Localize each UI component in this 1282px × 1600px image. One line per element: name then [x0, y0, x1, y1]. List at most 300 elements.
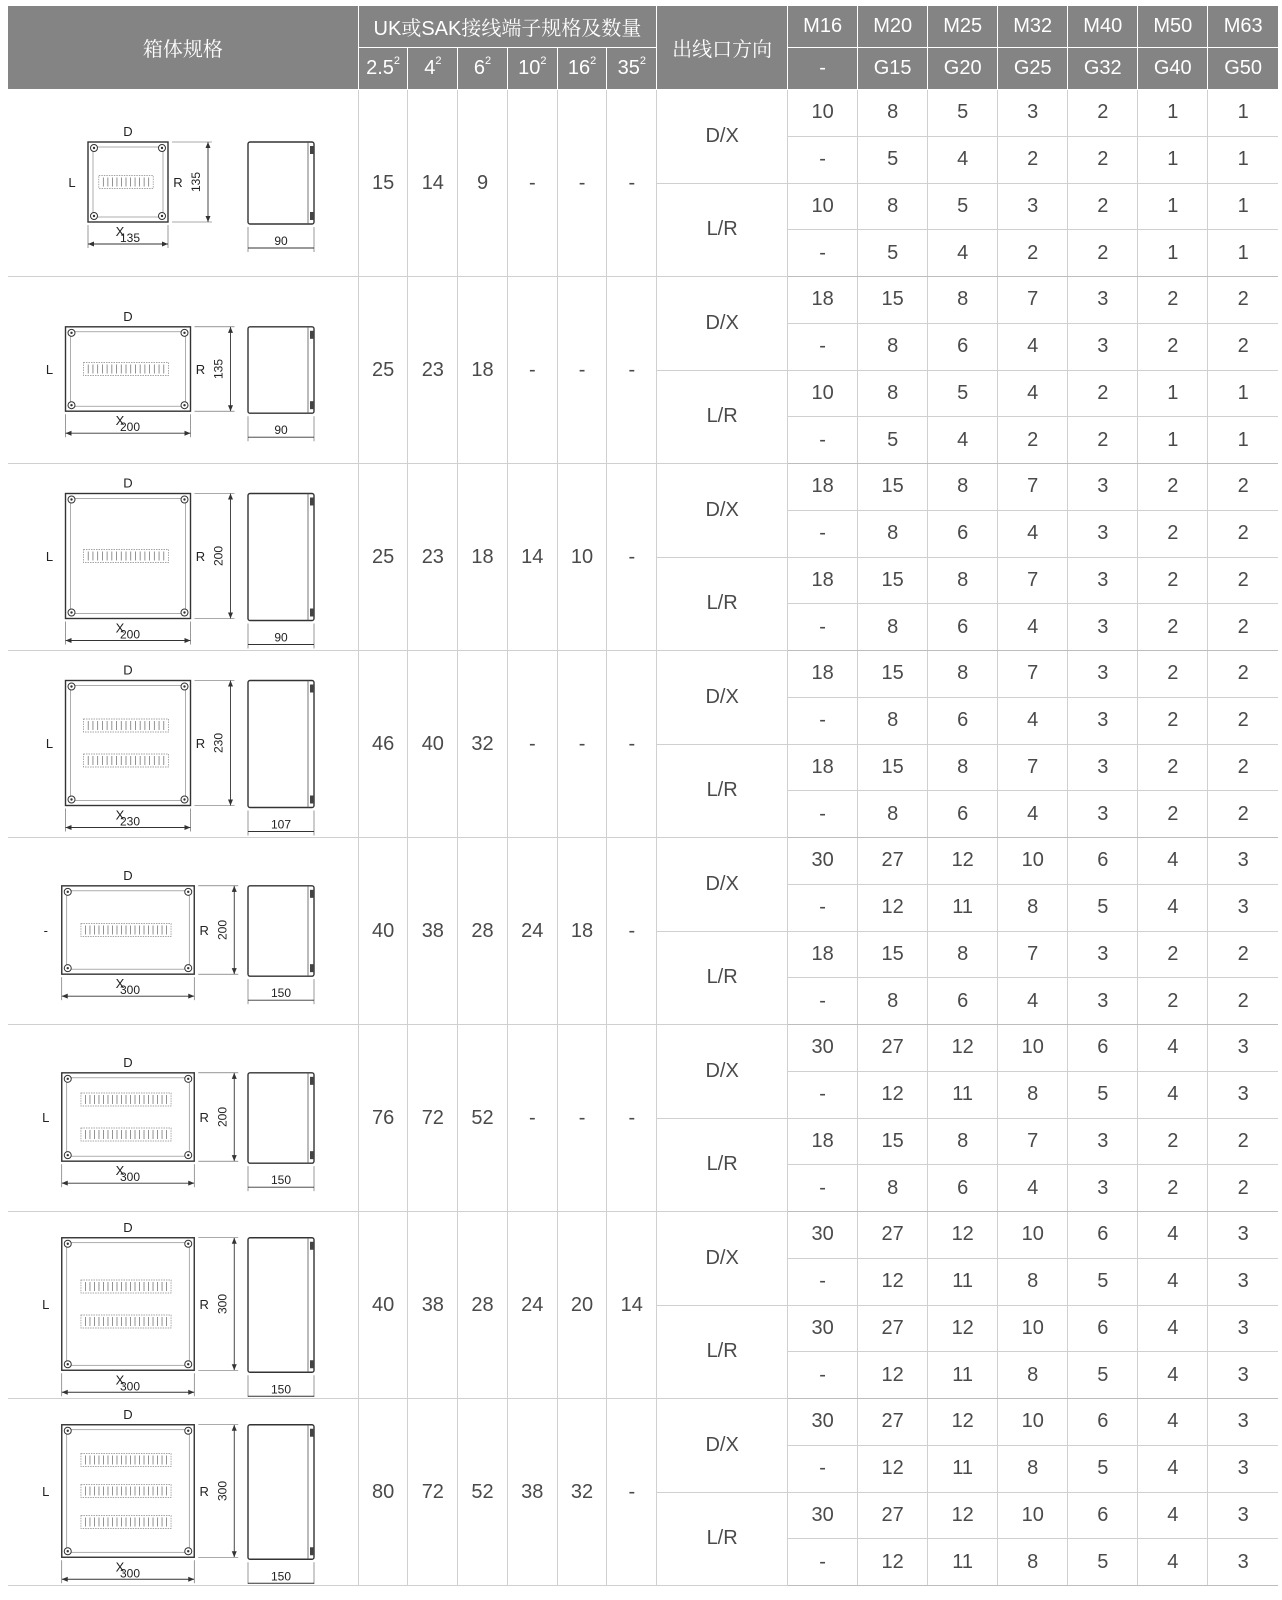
table-row	[8, 90, 1278, 137]
gland-count-cell: 8	[858, 323, 928, 370]
terminal-count-cell: -	[607, 1025, 657, 1212]
gland-count-cell: 3	[1068, 510, 1138, 557]
gland-count-cell: 3	[1068, 1165, 1138, 1212]
header-thread-m: M25	[928, 6, 998, 48]
drawing-top-label: D	[123, 123, 133, 139]
terminal-count-cell: -	[557, 277, 607, 464]
gland-count-cell: 5	[1068, 884, 1138, 931]
gland-count-cell: 2	[1208, 464, 1278, 511]
header-thread-m: M16	[788, 6, 858, 48]
gland-count-cell: 5	[928, 90, 998, 137]
gland-count-cell: 4	[1138, 884, 1208, 931]
gland-count-cell: 2	[1138, 791, 1208, 838]
gland-count-cell: 8	[928, 931, 998, 978]
gland-count-cell: -	[788, 604, 858, 651]
terminal-count-cell: -	[607, 1399, 657, 1586]
gland-count-cell: 2	[1138, 651, 1208, 698]
drawing-left-label: L	[45, 548, 54, 564]
gland-count-cell: 2	[1068, 417, 1138, 464]
gland-count-cell: 3	[1068, 557, 1138, 604]
gland-count-cell: 15	[858, 464, 928, 511]
gland-count-cell: 4	[1138, 1539, 1208, 1586]
enclosure-side-view	[248, 326, 314, 412]
gland-count-cell: 27	[858, 838, 928, 885]
dimension-width: 300	[119, 1565, 141, 1580]
gland-count-cell: 2	[1138, 604, 1208, 651]
dimension-width: 300	[119, 982, 141, 997]
terminal-count-cell: -	[557, 90, 607, 277]
gland-count-cell: 6	[1068, 1025, 1138, 1072]
gland-count-cell: 3	[1208, 1258, 1278, 1305]
dimension-width: 300	[119, 1169, 141, 1184]
gland-count-cell: 2	[1068, 90, 1138, 137]
gland-count-cell: 3	[1208, 1445, 1278, 1492]
drawing-right-label: R	[195, 361, 206, 377]
dimension-width: 200	[119, 627, 141, 641]
drawing-left-label: L	[45, 361, 54, 377]
gland-count-cell: 8	[928, 464, 998, 511]
gland-count-cell: -	[788, 1539, 858, 1586]
gland-count-cell: -	[788, 978, 858, 1025]
gland-count-cell: 3	[1208, 1399, 1278, 1446]
drawing-left-label: -	[43, 922, 48, 938]
drawing-bottom-label: X	[115, 1558, 125, 1574]
gland-count-cell: 8	[998, 1352, 1068, 1399]
gland-count-cell: 30	[788, 1212, 858, 1259]
gland-count-cell: 2	[1138, 557, 1208, 604]
drawing-bottom-label: X	[115, 223, 125, 239]
terminal-count-cell: 40	[358, 838, 408, 1025]
gland-count-cell: 12	[928, 838, 998, 885]
gland-count-cell: 12	[928, 1492, 998, 1539]
gland-count-cell: 3	[1068, 978, 1138, 1025]
gland-count-cell: 30	[788, 1399, 858, 1446]
direction-cell: D/X	[657, 1212, 788, 1306]
direction-cell: D/X	[657, 838, 788, 932]
gland-count-cell: -	[788, 1445, 858, 1492]
table-row	[8, 651, 1278, 698]
gland-count-cell: 5	[928, 183, 998, 230]
gland-count-cell: 3	[1068, 744, 1138, 791]
gland-count-cell: 8	[998, 1539, 1068, 1586]
gland-count-cell: 2	[1208, 978, 1278, 1025]
gland-count-cell: 2	[1208, 277, 1278, 324]
gland-count-cell: 1	[1138, 136, 1208, 183]
gland-count-cell: 11	[928, 884, 998, 931]
box-spec-cell	[8, 651, 358, 838]
gland-count-cell: 18	[788, 651, 858, 698]
gland-count-cell: 12	[858, 1071, 928, 1118]
gland-count-cell: 3	[1208, 1539, 1278, 1586]
gland-count-cell: -	[788, 1071, 858, 1118]
gland-count-cell: 10	[788, 90, 858, 137]
dimension-height: 300	[215, 1293, 230, 1314]
terminal-count-cell: 14	[607, 1212, 657, 1399]
gland-count-cell: 4	[1138, 1352, 1208, 1399]
gland-count-cell: 8	[858, 697, 928, 744]
gland-count-cell: 1	[1138, 230, 1208, 277]
gland-count-cell: 27	[858, 1212, 928, 1259]
dimension-width: 230	[119, 814, 141, 828]
header-thread-m: M63	[1208, 6, 1278, 48]
gland-count-cell: 30	[788, 1305, 858, 1352]
gland-count-cell: 2	[1208, 604, 1278, 651]
header-thread-g: G50	[1208, 48, 1278, 90]
gland-count-cell: -	[788, 791, 858, 838]
direction-cell: D/X	[657, 1025, 788, 1119]
dimension-height: 230	[211, 732, 226, 753]
header-thread-m: M40	[1068, 6, 1138, 48]
terminal-count-cell: 10	[557, 464, 607, 651]
header-terminal-size: $10^2$	[507, 48, 557, 90]
gland-count-cell: 3	[1068, 791, 1138, 838]
terminal-count-cell: 52	[458, 1025, 508, 1212]
dimension-height: 200	[211, 545, 226, 566]
enclosure-spec-table	[8, 6, 1278, 1586]
terminal-count-cell: -	[607, 651, 657, 838]
gland-count-cell: 2	[1208, 697, 1278, 744]
direction-cell: D/X	[657, 1399, 788, 1493]
enclosure-front-view	[62, 1237, 195, 1370]
terminal-strip	[81, 1128, 171, 1141]
gland-count-cell: 4	[998, 604, 1068, 651]
gland-count-cell: 12	[928, 1305, 998, 1352]
gland-count-cell: 5	[928, 370, 998, 417]
gland-count-cell: 1	[1208, 90, 1278, 137]
terminal-count-cell: 46	[358, 651, 408, 838]
box-spec-cell	[8, 1025, 358, 1212]
dimension-width: 135	[119, 230, 141, 245]
gland-count-cell: 4	[1138, 1445, 1208, 1492]
gland-count-cell: 8	[858, 1165, 928, 1212]
terminal-count-cell: 80	[358, 1399, 408, 1586]
drawing-right-label: R	[195, 548, 206, 564]
gland-count-cell: 5	[1068, 1445, 1138, 1492]
gland-count-cell: 12	[928, 1025, 998, 1072]
gland-count-cell: 15	[858, 277, 928, 324]
gland-count-cell: 7	[998, 277, 1068, 324]
enclosure-drawing	[8, 840, 353, 1023]
gland-count-cell: 6	[1068, 1399, 1138, 1446]
gland-count-cell: 12	[858, 884, 928, 931]
gland-count-cell: 5	[858, 136, 928, 183]
gland-count-cell: 2	[1208, 1118, 1278, 1165]
header-terminal-size: $2.5^2$	[358, 48, 408, 90]
box-spec-cell	[8, 1212, 358, 1399]
gland-count-cell: 2	[1208, 744, 1278, 791]
dimension-depth: 150	[270, 985, 292, 1000]
gland-count-cell: 1	[1138, 370, 1208, 417]
enclosure-drawing	[8, 1214, 353, 1397]
dimension-depth: 107	[270, 817, 292, 831]
gland-count-cell: 4	[998, 697, 1068, 744]
enclosure-drawing	[8, 653, 353, 836]
enclosure-side-view	[248, 1424, 314, 1559]
terminal-count-cell: -	[557, 651, 607, 838]
gland-count-cell: 2	[998, 230, 1068, 277]
gland-count-cell: 5	[1068, 1539, 1138, 1586]
gland-count-cell: 12	[858, 1445, 928, 1492]
gland-count-cell: -	[788, 136, 858, 183]
gland-count-cell: 30	[788, 838, 858, 885]
drawing-top-label: D	[123, 308, 133, 324]
terminal-strip	[81, 1315, 171, 1328]
gland-count-cell: 3	[1208, 1212, 1278, 1259]
terminal-count-cell: -	[607, 838, 657, 1025]
drawing-top-label: D	[123, 1219, 133, 1235]
direction-cell: D/X	[657, 90, 788, 184]
table-row	[8, 1025, 1278, 1072]
gland-count-cell: -	[788, 1352, 858, 1399]
terminal-count-cell: -	[507, 277, 557, 464]
gland-count-cell: 4	[998, 978, 1068, 1025]
dimension-depth: 90	[274, 630, 288, 644]
gland-count-cell: 3	[1068, 1118, 1138, 1165]
enclosure-side-view	[248, 493, 314, 620]
gland-count-cell: -	[788, 323, 858, 370]
terminal-count-cell: 18	[458, 277, 508, 464]
header-terminal-size: $16^2$	[557, 48, 607, 90]
gland-count-cell: 8	[858, 510, 928, 557]
terminal-strip	[84, 754, 169, 767]
terminal-strip	[81, 1484, 171, 1497]
terminal-count-cell: -	[507, 1025, 557, 1212]
drawing-left-label: L	[42, 1109, 50, 1125]
gland-count-cell: 2	[1208, 323, 1278, 370]
gland-count-cell: -	[788, 417, 858, 464]
gland-count-cell: 18	[788, 557, 858, 604]
gland-count-cell: 10	[998, 1025, 1068, 1072]
gland-count-cell: 8	[928, 744, 998, 791]
gland-count-cell: 7	[998, 651, 1068, 698]
gland-count-cell: 4	[928, 230, 998, 277]
header-terminal-size: $4^2$	[408, 48, 458, 90]
gland-count-cell: 8	[998, 1071, 1068, 1118]
gland-count-cell: 6	[1068, 1492, 1138, 1539]
gland-count-cell: 1	[1208, 417, 1278, 464]
drawing-bottom-label: X	[115, 807, 125, 822]
table-row	[8, 464, 1278, 511]
terminal-count-cell: 76	[358, 1025, 408, 1212]
dimension-depth: 90	[274, 422, 288, 437]
drawing-top-label: D	[123, 1054, 133, 1070]
gland-count-cell: 30	[788, 1025, 858, 1072]
gland-count-cell: -	[788, 510, 858, 557]
gland-count-cell: 8	[928, 1118, 998, 1165]
gland-count-cell: 3	[998, 183, 1068, 230]
gland-count-cell: -	[788, 1258, 858, 1305]
gland-count-cell: 2	[1138, 697, 1208, 744]
drawing-top-label: D	[123, 662, 133, 677]
gland-count-cell: 3	[1208, 1492, 1278, 1539]
terminal-count-cell: 28	[458, 1212, 508, 1399]
terminal-strip	[81, 1093, 171, 1106]
gland-count-cell: 3	[1208, 884, 1278, 931]
terminal-count-cell: -	[607, 90, 657, 277]
gland-count-cell: 3	[1208, 1305, 1278, 1352]
gland-count-cell: 1	[1208, 370, 1278, 417]
terminal-count-cell: 20	[557, 1212, 607, 1399]
gland-count-cell: 2	[1208, 1165, 1278, 1212]
dimension-width: 300	[119, 1378, 141, 1393]
gland-count-cell: 2	[1208, 510, 1278, 557]
gland-count-cell: 8	[928, 651, 998, 698]
gland-count-cell: 11	[928, 1352, 998, 1399]
gland-count-cell: 11	[928, 1445, 998, 1492]
gland-count-cell: 15	[858, 744, 928, 791]
direction-cell: D/X	[657, 464, 788, 558]
enclosure-drawing	[8, 92, 353, 275]
drawing-top-label: D	[123, 475, 133, 490]
spec-table-container	[8, 6, 1278, 1586]
gland-count-cell: 15	[858, 931, 928, 978]
gland-count-cell: 11	[928, 1258, 998, 1305]
terminal-strip	[81, 1280, 171, 1293]
terminal-count-cell: 32	[557, 1399, 607, 1586]
gland-count-cell: 3	[1068, 464, 1138, 511]
gland-count-cell: 8	[858, 978, 928, 1025]
direction-cell: L/R	[657, 744, 788, 838]
enclosure-side-view	[248, 142, 314, 224]
gland-count-cell: 5	[1068, 1071, 1138, 1118]
dimension-height: 200	[215, 919, 230, 940]
gland-count-cell: 18	[788, 744, 858, 791]
gland-count-cell: 6	[928, 323, 998, 370]
gland-count-cell: 4	[1138, 1399, 1208, 1446]
gland-count-cell: 3	[1068, 697, 1138, 744]
drawing-bottom-label: X	[115, 1162, 125, 1178]
gland-count-cell: 6	[1068, 1305, 1138, 1352]
gland-count-cell: 4	[1138, 1305, 1208, 1352]
gland-count-cell: 8	[858, 604, 928, 651]
terminal-strip	[81, 1515, 171, 1528]
gland-count-cell: 3	[1208, 1071, 1278, 1118]
gland-count-cell: 7	[998, 931, 1068, 978]
gland-count-cell: 10	[788, 370, 858, 417]
terminal-count-cell: 23	[408, 277, 458, 464]
terminal-count-cell: 38	[408, 1212, 458, 1399]
drawing-bottom-label: X	[115, 975, 125, 991]
terminal-strip	[84, 719, 169, 732]
gland-count-cell: 1	[1138, 417, 1208, 464]
terminal-count-cell: 38	[408, 838, 458, 1025]
gland-count-cell: 2	[1138, 510, 1208, 557]
gland-count-cell: 3	[1068, 323, 1138, 370]
terminal-count-cell: 24	[507, 1212, 557, 1399]
direction-cell: D/X	[657, 277, 788, 371]
header-terminal-size: $6^2$	[458, 48, 508, 90]
enclosure-side-view	[248, 680, 314, 807]
terminal-count-cell: 72	[408, 1025, 458, 1212]
gland-count-cell: 1	[1138, 90, 1208, 137]
gland-count-cell: 5	[858, 230, 928, 277]
header-box-spec: 箱体规格	[8, 6, 358, 90]
gland-count-cell: 2	[1068, 370, 1138, 417]
gland-count-cell: -	[788, 1165, 858, 1212]
enclosure-side-view	[248, 885, 314, 975]
terminal-count-cell: 25	[358, 464, 408, 651]
gland-count-cell: 6	[928, 978, 998, 1025]
enclosure-drawing	[8, 466, 353, 649]
gland-count-cell: 4	[1138, 1071, 1208, 1118]
gland-count-cell: 18	[788, 464, 858, 511]
header-terminal-size: $35^2$	[607, 48, 657, 90]
dimension-height: 135	[211, 358, 226, 379]
gland-count-cell: 7	[998, 1118, 1068, 1165]
direction-cell: L/R	[657, 1305, 788, 1399]
gland-count-cell: 15	[858, 1118, 928, 1165]
gland-count-cell: 11	[928, 1539, 998, 1586]
gland-count-cell: 3	[1068, 931, 1138, 978]
drawing-bottom-label: X	[115, 620, 125, 635]
gland-count-cell: 8	[858, 791, 928, 838]
header-terminal-spec: UK或SAK接线端子规格及数量	[358, 6, 656, 48]
gland-count-cell: 3	[1068, 277, 1138, 324]
gland-count-cell: 18	[788, 931, 858, 978]
gland-count-cell: 4	[998, 370, 1068, 417]
gland-count-cell: 18	[788, 1118, 858, 1165]
gland-count-cell: 30	[788, 1492, 858, 1539]
gland-count-cell: 6	[1068, 838, 1138, 885]
gland-count-cell: 10	[998, 838, 1068, 885]
header-thread-g: G40	[1138, 48, 1208, 90]
terminal-count-cell: 72	[408, 1399, 458, 1586]
dimension-depth: 90	[274, 233, 288, 248]
terminal-count-cell: 18	[557, 838, 607, 1025]
enclosure-drawing	[8, 1401, 353, 1584]
drawing-right-label: R	[195, 735, 206, 751]
header-thread-g: G32	[1068, 48, 1138, 90]
gland-count-cell: 12	[858, 1352, 928, 1399]
gland-count-cell: 12	[858, 1258, 928, 1305]
gland-count-cell: 4	[1138, 1212, 1208, 1259]
gland-count-cell: 4	[1138, 1258, 1208, 1305]
header-thread-m: M20	[858, 6, 928, 48]
direction-cell: L/R	[657, 1492, 788, 1586]
gland-count-cell: 4	[998, 510, 1068, 557]
gland-count-cell: 11	[928, 1071, 998, 1118]
gland-count-cell: 8	[858, 183, 928, 230]
header-direction: 出线口方向	[657, 6, 788, 90]
gland-count-cell: 3	[1068, 604, 1138, 651]
gland-count-cell: 10	[998, 1492, 1068, 1539]
gland-count-cell: 5	[1068, 1258, 1138, 1305]
gland-count-cell: 6	[928, 510, 998, 557]
gland-count-cell: 7	[998, 557, 1068, 604]
enclosure-drawing	[8, 1027, 353, 1210]
dimension-width: 200	[119, 419, 141, 434]
gland-count-cell: 2	[1138, 464, 1208, 511]
gland-count-cell: 12	[858, 1539, 928, 1586]
gland-count-cell: 8	[928, 277, 998, 324]
gland-count-cell: 2	[998, 136, 1068, 183]
gland-count-cell: 2	[1138, 1165, 1208, 1212]
gland-count-cell: 6	[928, 791, 998, 838]
gland-count-cell: 12	[928, 1212, 998, 1259]
gland-count-cell: 8	[998, 1445, 1068, 1492]
terminal-count-cell: 40	[358, 1212, 408, 1399]
box-spec-cell	[8, 277, 358, 464]
gland-count-cell: 2	[1208, 651, 1278, 698]
gland-count-cell: 4	[998, 1165, 1068, 1212]
terminal-count-cell: 15	[358, 90, 408, 277]
enclosure-front-view	[62, 1072, 195, 1160]
spec-table-body	[8, 90, 1278, 1586]
gland-count-cell: 3	[1068, 651, 1138, 698]
gland-count-cell: 2	[1138, 744, 1208, 791]
gland-count-cell: 8	[858, 370, 928, 417]
terminal-count-cell: 52	[458, 1399, 508, 1586]
